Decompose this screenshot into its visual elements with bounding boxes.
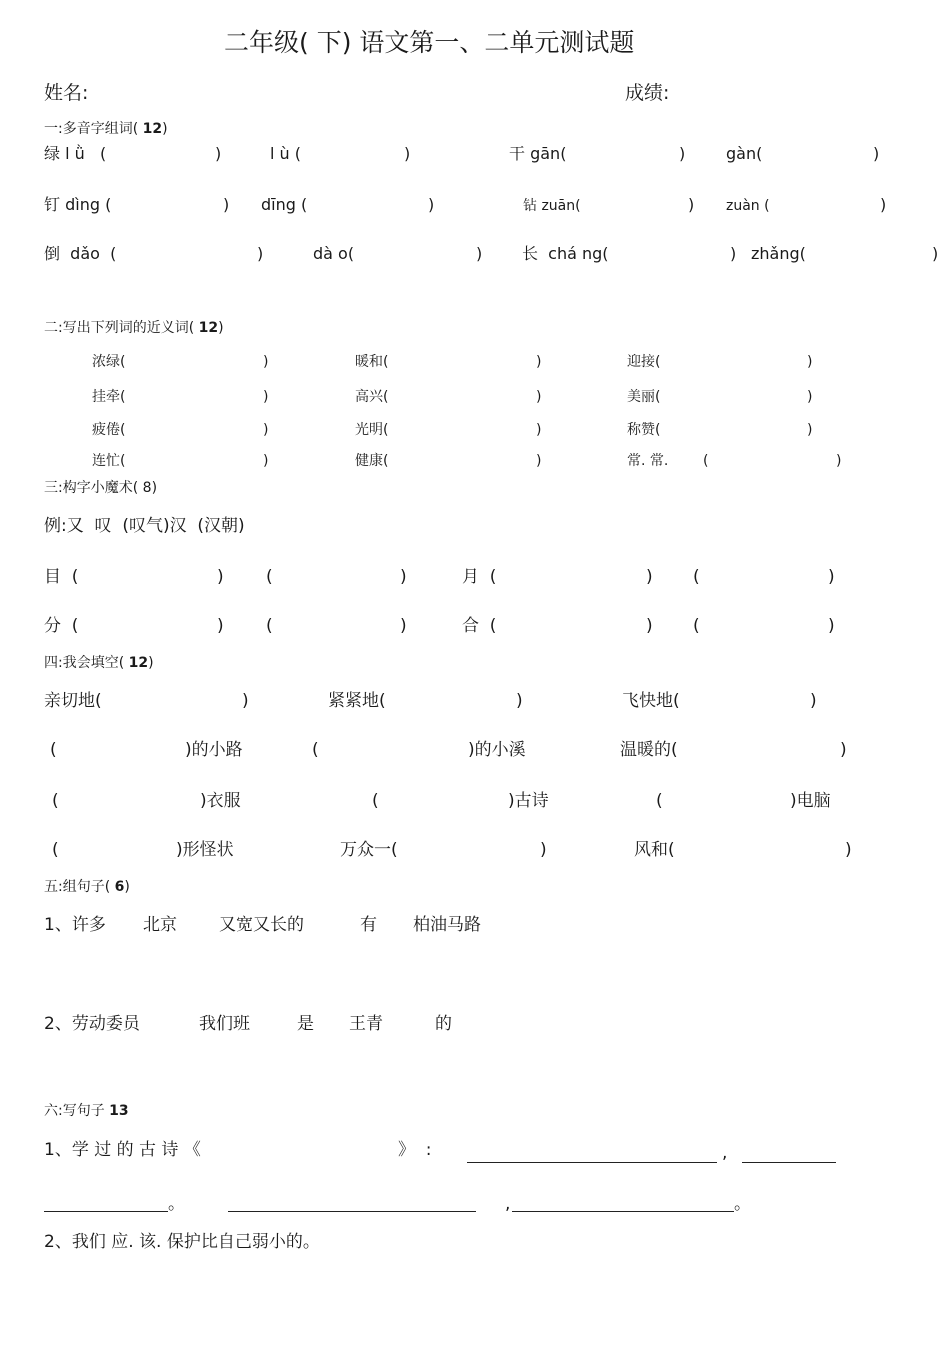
section-6-heading: 六:写句子 13 xyxy=(44,1103,129,1119)
score-label: 成绩: xyxy=(625,82,670,104)
question-1-close: 》 : xyxy=(398,1140,432,1160)
section-1-heading: 一:多音字组词( 12) xyxy=(44,121,168,137)
answer-line-2[interactable] xyxy=(742,1162,836,1163)
question-1-prefix: 1、学 过 的 古 诗 《 xyxy=(44,1140,201,1160)
answer-line-1[interactable] xyxy=(467,1162,717,1163)
answer-line-4[interactable] xyxy=(228,1211,476,1212)
answer-line-3[interactable] xyxy=(44,1211,168,1212)
section-5-heading: 五:组句子( 6) xyxy=(44,879,130,895)
question-2: 2、我们 应. 该. 保护比自己弱小的。 xyxy=(44,1232,320,1252)
section-3-example: 例:又 叹 (叹气)汉 (汉朝) xyxy=(44,516,245,536)
name-label: 姓名: xyxy=(44,82,89,104)
section-4-heading: 四:我会填空( 12) xyxy=(44,655,154,671)
page-title: 二年级( 下) 语文第一、二单元测试题 xyxy=(224,28,635,57)
section-3-heading: 三:构字小魔术( 8) xyxy=(44,480,158,496)
section-2-heading: 二:写出下列词的近义词( 12) xyxy=(44,320,224,336)
answer-line-5[interactable] xyxy=(512,1211,734,1212)
